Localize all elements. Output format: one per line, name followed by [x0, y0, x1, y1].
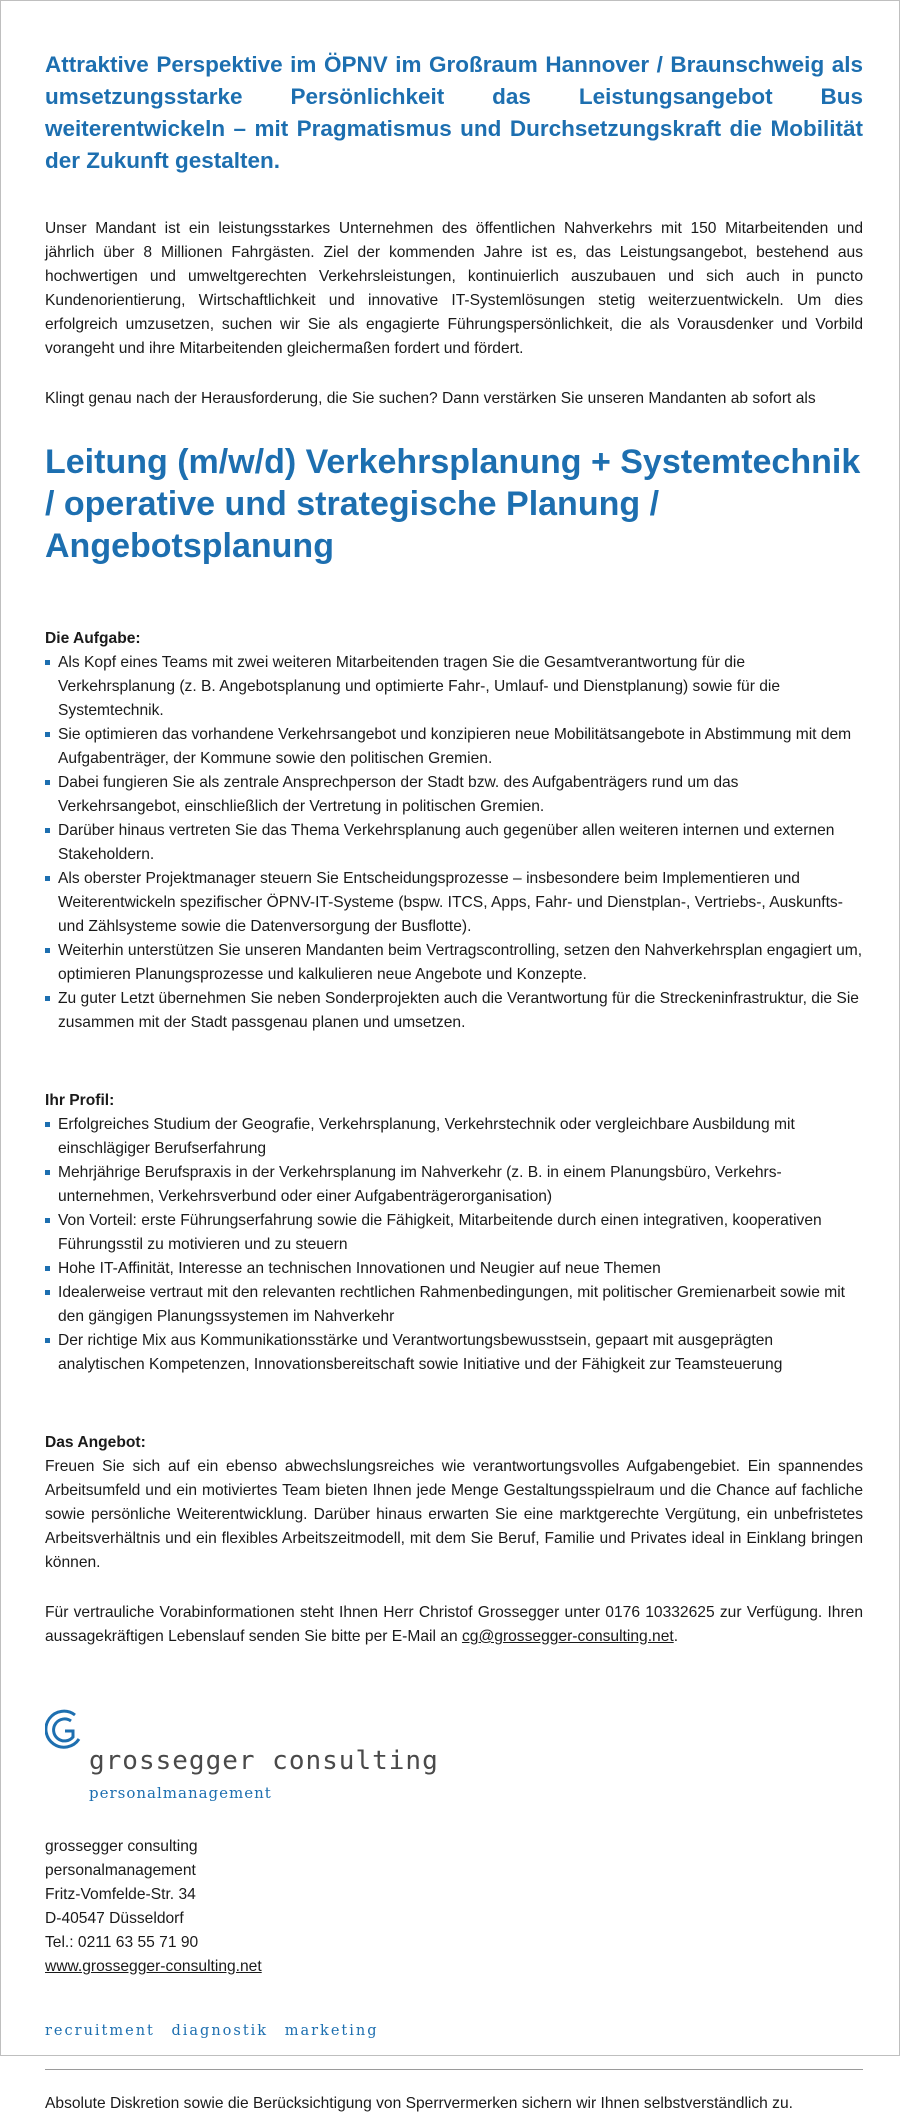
bullet-icon: [45, 1122, 50, 1127]
list-item-text: Sie optimieren das vorhandene Verkehrsangebot und konzipieren neue Mobilitätsangebote in Abstimmung mit dem Aufgabenträger, der Kommune sowie den politischen Gremien.: [58, 726, 852, 767]
bullet-icon: [45, 780, 50, 785]
job-title: Leitung (m/w/d) Verkehrsplanung + Systemtechnik / operative und strategische Planung / Angebotsplanung: [45, 443, 861, 565]
list-item-text: Als Kopf eines Teams mit zwei weiteren Mitarbeitenden tragen Sie die Gesamtverantwortung für die Verkehrsplanung (z. B. Angebotsplanung und optimierte Fahr-, Umlauf- und Dienstplanung) sowie für die Systemtechnik.: [58, 654, 781, 719]
address-city: D-40547 Düsseldorf: [45, 1910, 184, 1927]
list-item-text: Darüber hinaus vertreten Sie das Thema Verkehrsplanung auch gegenüber allen weiteren internen und externen Stakeholdern.: [58, 822, 835, 863]
list-item-text: Von Vorteil: erste Führungserfahrung sowie die Fähigkeit, Mitarbeitende durch einen integrativen, kooperativen Führungsstil zu motivieren und zu steuern: [58, 1212, 822, 1253]
offer-paragraph: Freuen Sie sich auf ein ebenso abwechslungsreiches wie verantwortungsvolles Aufgabengebiet. Ein spannendes Arbeitsumfeld und ein motiviertes Team bieten Ihnen jede Menge Gestaltungsspielraum und die Chance auf fachliche sowie persönliche Weiterentwicklung. Darüber hinaus erwarten Sie eine marktgerechte Vergütung, ein unbefristetes Arbeitsverhältnis und ein flexibles Arbeitszeitmodell, mit dem Sie Beruf, Familie und Privates ideal in Einklang bringen können.: [45, 1458, 863, 1571]
profile-section: [45, 1089, 863, 1377]
company-logo: [45, 1707, 863, 1807]
address-phone: Tel.: 0211 63 55 71 90: [45, 1934, 199, 1951]
tasks-list: [45, 651, 863, 1035]
bullet-icon: [45, 1290, 50, 1295]
list-item: [45, 723, 863, 771]
list-item-text: Weiterhin unterstützen Sie unseren Mandanten beim Vertragscontrolling, setzen den Nahverkehrsplan engagiert um, optimieren Planungsprozesse und kalkulieren neue Angebote und Konzepte.: [58, 942, 863, 983]
tasks-heading: Die Aufgabe:: [45, 630, 141, 647]
profile-heading: Ihr Profil:: [45, 1092, 115, 1109]
list-item: [45, 939, 863, 987]
bullet-icon: [45, 828, 50, 833]
tasks-section: [45, 627, 863, 1035]
bullet-icon: [45, 876, 50, 881]
list-item-text: Erfolgreiches Studium der Geografie, Verkehrsplanung, Verkehrstechnik oder vergleichbare Ausbildung mit einschlägiger Berufserfahrung: [58, 1116, 795, 1157]
email-link[interactable]: cg@grossegger-consulting.net: [461, 1628, 674, 1645]
contact-text: Für vertrauliche Vorabinformationen steht Ihnen Herr Christof Grossegger unter 0176 10332625 zur Verfügung. Ihren aussagekräftigen Lebenslauf senden Sie bitte per E-Mail an: [45, 1604, 863, 1645]
bullet-icon: [45, 1338, 50, 1343]
list-item: [45, 1257, 863, 1281]
bullet-icon: [45, 660, 50, 665]
list-item-text: Zu guter Letzt übernehmen Sie neben Sonderprojekten auch die Verantwortung für die Streckeninfrastruktur, die Sie zusammen mit der Stadt passgenau planen und umsetzen.: [58, 990, 859, 1031]
list-item-text: Idealerweise vertraut mit den relevanten rechtlichen Rahmenbedingungen, mit politischer Gremienarbeit sowie mit den gängigen Planungssystemen im Nahverkehr: [58, 1284, 846, 1325]
service-marketing: marketing: [284, 2023, 379, 2039]
gc-logo-icon: [45, 1707, 89, 1757]
list-item-text: Mehrjährige Berufspraxis in der Verkehrsplanung im Nahverkehr (z. B. in einem Planungsbüro, Verkehrsunternehmen, Verkehrsverbund oder einer Aufgabenträgerorganisation): [58, 1164, 782, 1205]
bullet-icon: [45, 1266, 50, 1271]
list-item-text: Als oberster Projektmanager steuern Sie Entscheidungsprozesse – insbesondere beim Implementieren und Weiterentwickeln spezifischer ÖPNV-IT-Systeme (bspw. ITCS, Apps, Fahr- und Dienstplan-, Vertriebs-, Auskunfts- und Zählsysteme sowie die Datenversorgung der Busflotte).: [58, 870, 843, 935]
list-item: [45, 651, 863, 723]
logo-subtitle: personalmanagement: [89, 1784, 272, 1802]
offer-heading: Das Angebot:: [45, 1434, 146, 1451]
service-diagnostik: diagnostik: [171, 2023, 269, 2039]
list-item: [45, 819, 863, 867]
address-street: Fritz-Vomfelde-Str. 34: [45, 1886, 196, 1903]
intro-paragraph: Unser Mandant ist ein leistungsstarkes Unternehmen des öffentlichen Nahverkehrs mit 150 Mitarbeitenden und jährlich über 8 Millionen Fahrgästen. Ziel der kommenden Jahre ist es, das Leistungsangebot, bestehend aus hochwertigen und umweltgerechten Verkehrsleistungen, kontinuierlich auszubauen und sich auch in puncto Kundenorientierung, Wirtschaftlichkeit und innovative IT-Systemlösungen stetig weiterzuentwickeln. Um dies erfolgreich umzusetzen, suchen wir Sie als engagierte Führungspersönlichkeit, die als Vorausdenker und Vorbild vorangeht und ihre Mitarbeitenden gleichermaßen fordert und fördert.: [45, 220, 863, 357]
address-department: personalmanagement: [45, 1862, 196, 1879]
list-item-text: Hohe IT-Affinität, Interesse an technischen Innovationen und Neugier auf neue Themen: [58, 1260, 661, 1277]
website-link[interactable]: www.grossegger-consulting.net: [45, 1958, 262, 1975]
address-block: [45, 1835, 863, 1979]
list-item: [45, 1209, 863, 1257]
bullet-icon: [45, 732, 50, 737]
contact-text-end: .: [673, 1628, 679, 1645]
bullet-icon: [45, 1170, 50, 1175]
bullet-icon: [45, 996, 50, 1001]
list-item: [45, 1113, 863, 1161]
logo-name: grossegger consulting: [89, 1746, 439, 1776]
divider: [45, 2069, 863, 2070]
list-item: [45, 987, 863, 1035]
challenge-paragraph: Klingt genau nach der Herausforderung, die Sie suchen? Dann verstärken Sie unseren Mandanten ab sofort als: [45, 390, 816, 407]
disclaimer: Absolute Diskretion sowie die Berücksichtigung von Sperrvermerken sichern wir Ihnen selbstverständlich zu.: [45, 2095, 793, 2112]
contact-paragraph: [45, 1601, 863, 1649]
list-item: [45, 1161, 863, 1209]
list-item: [45, 867, 863, 939]
services-line: [45, 2019, 863, 2043]
address-company: grossegger consulting: [45, 1838, 198, 1855]
offer-section: [45, 1431, 863, 1575]
list-item: [45, 1281, 863, 1329]
intro-headline: Attraktive Perspektive im ÖPNV im Großraum Hannover / Braunschweig als umsetzungsstarke Persönlichkeit das Leistungsangebot Bus weiterentwickeln – mit Pragmatismus und Durchsetzungskraft die Mobilität der Zukunft gestalten.: [45, 52, 863, 173]
profile-list: [45, 1113, 863, 1377]
service-recruitment: recruitment: [45, 2023, 155, 2039]
list-item: [45, 1329, 863, 1377]
list-item-text: Dabei fungieren Sie als zentrale Ansprechperson der Stadt bzw. des Aufgabenträgers rund um das Verkehrsangebot, einschließlich der Vertretung in politischen Gremien.: [58, 774, 739, 815]
list-item-text: Der richtige Mix aus Kommunikationsstärke und Verantwortungsbewusstsein, gepaart mit ausgeprägten analytischen Kompetenzen, Innovationsbereitschaft sowie Initiative und der Fähigkeit zur Teamsteuerung: [58, 1332, 783, 1373]
bullet-icon: [45, 948, 50, 953]
list-item: [45, 771, 863, 819]
bullet-icon: [45, 1218, 50, 1223]
